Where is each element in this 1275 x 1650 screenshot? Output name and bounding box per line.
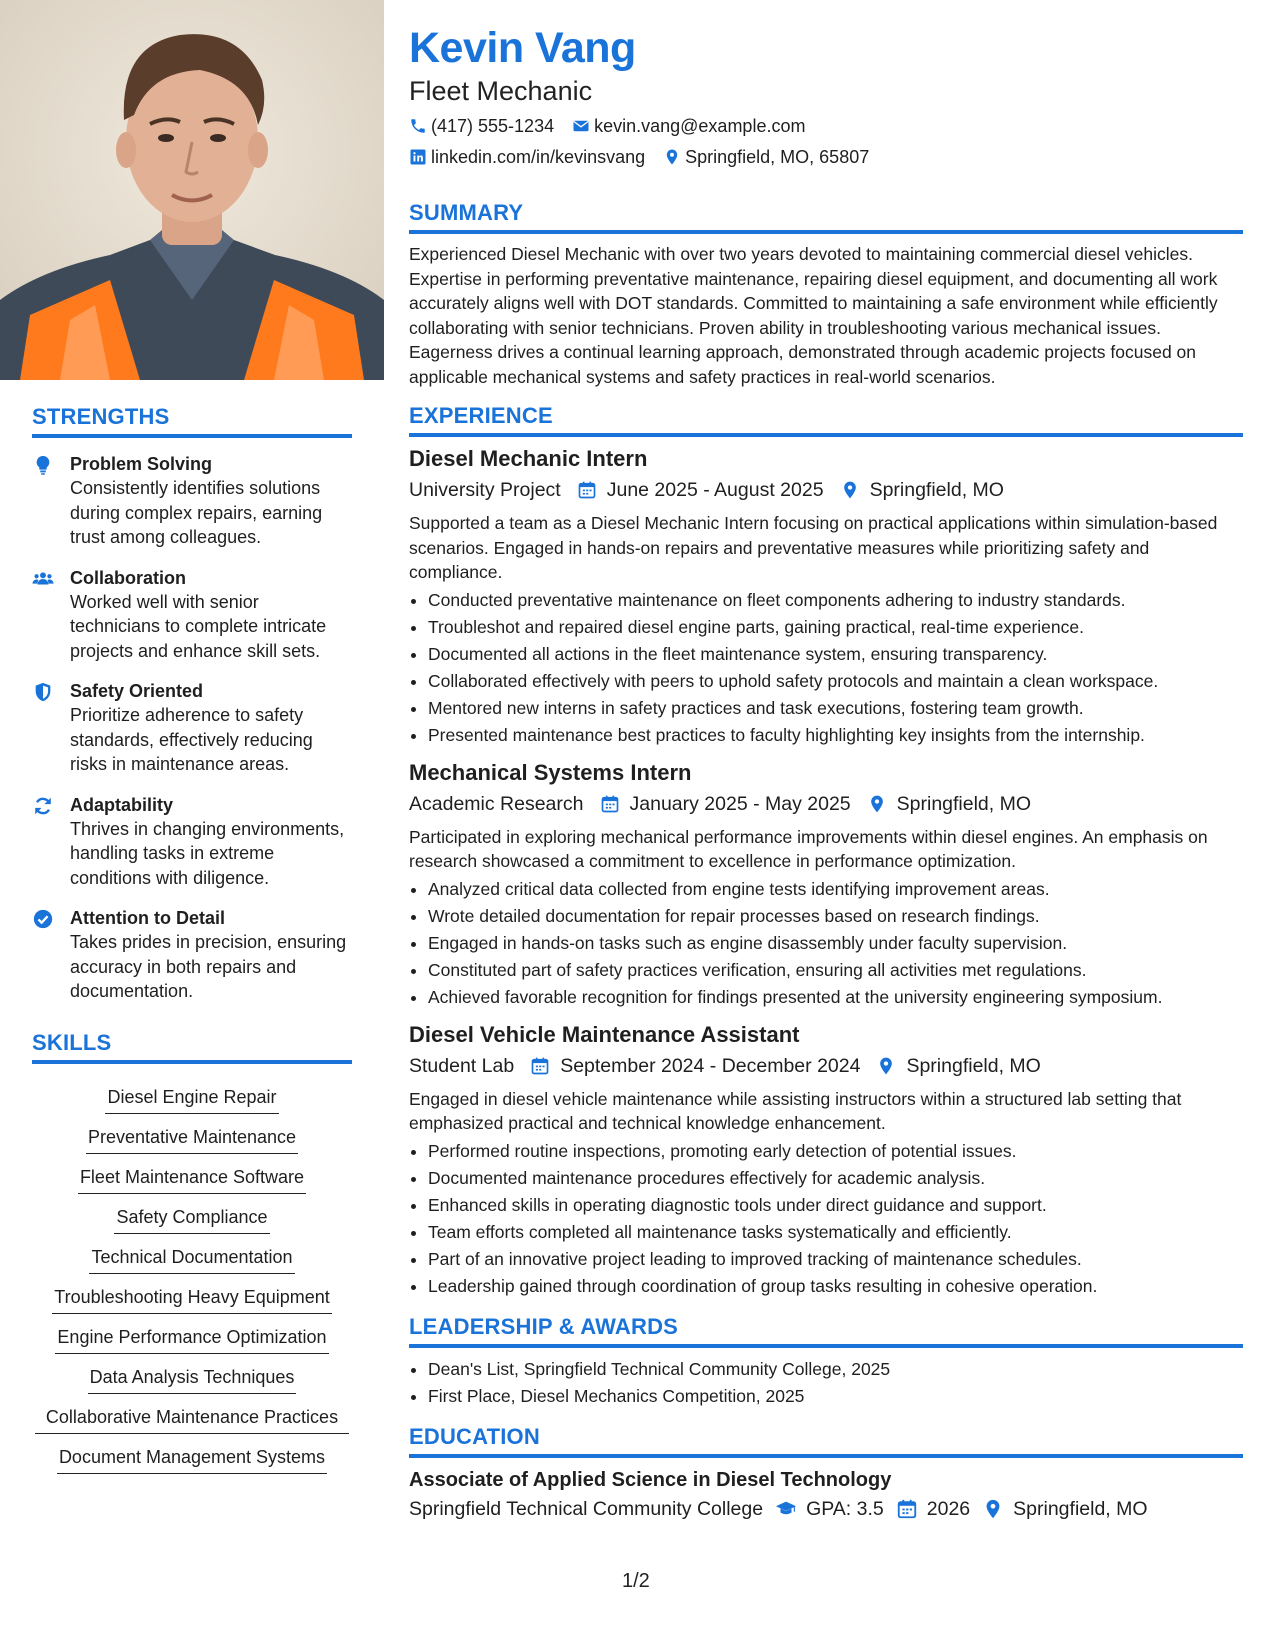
- bullet-item: • Conducted preventative maintenance on fleet components adhering to industry standards.: [428, 587, 1243, 614]
- experience-section: [409, 403, 1243, 1300]
- check-circle-icon: [32, 906, 70, 1004]
- calendar-icon: [577, 480, 597, 500]
- calendar-icon: [600, 794, 620, 814]
- job-entry: [409, 759, 1243, 1011]
- skill-label: Engine Performance Optimization: [55, 1325, 328, 1354]
- skill-item: [32, 1314, 352, 1354]
- bullet-item: • Engaged in hands-on tasks such as engine disassembly under faculty supervision.: [428, 930, 1243, 957]
- bullet-item: • Team efforts completed all maintenance tasks systematically and efficiently.: [428, 1219, 1243, 1246]
- job-location-text: Springfield, MO: [906, 1054, 1041, 1077]
- shield-icon: [32, 679, 70, 777]
- skill-label: Document Management Systems: [57, 1445, 327, 1474]
- strength-item: [32, 906, 352, 1004]
- job-meta: [409, 475, 1243, 505]
- experience-heading: EXPERIENCE: [409, 403, 1243, 437]
- edu-degree: Associate of Applied Science in Diesel Technology: [409, 1468, 892, 1491]
- bullet-item: • Wrote detailed documentation for repair processes based on research findings.: [428, 903, 1243, 930]
- job-dates-text: January 2025 - May 2025: [629, 792, 851, 815]
- edu-location-text: Springfield, MO: [1013, 1497, 1148, 1520]
- users-icon: [32, 566, 70, 664]
- summary-text: Experienced Diesel Mechanic with over two years devoted to maintaining commercial diesel vehicles. Expertise in performing preventative maintenance, repairing diesel equipment, and documenting all work accurately aligns well with DOT standards. Committed to maintaining a safe environment while efficiently collaborating with senior technicians. Proven ability in troubleshooting various mechanical issues. Eagerness drives a continual learning approach, demonstrated through academic projects focused on applicable mechanical systems and safety practices in real-world scenarios.: [409, 244, 1218, 387]
- job-entry: [409, 1021, 1243, 1300]
- bullet-item: • Mentored new interns in safety practices and task executions, fostering team growth.: [428, 695, 1243, 722]
- awards-heading: LEADERSHIP & AWARDS: [409, 1314, 1243, 1348]
- job-bullets: [409, 876, 1243, 1011]
- map-pin-icon: [982, 1498, 1004, 1520]
- job-location: [867, 789, 1031, 819]
- email-contact[interactable]: [572, 113, 805, 139]
- award-item: • First Place, Diesel Mechanics Competition, 2025: [428, 1383, 1243, 1410]
- award-item: • Dean's List, Springfield Technical Community College, 2025: [428, 1356, 1243, 1383]
- skill-item: [32, 1394, 352, 1434]
- strength-desc: Takes prides in precision, ensuring accuracy in both repairs and documentation.: [70, 932, 347, 1001]
- edu-location: [982, 1494, 1147, 1524]
- job-location-text: Springfield, MO: [896, 792, 1032, 815]
- job-dates: [577, 475, 824, 505]
- job-org: Student Lab: [409, 1054, 515, 1077]
- map-pin-icon: [867, 794, 887, 814]
- candidate-title: Fleet Mechanic: [409, 76, 593, 106]
- job-entry: [409, 445, 1243, 749]
- bullet-item: • Performed routine inspections, promoting early detection of potential issues.: [428, 1138, 1243, 1165]
- strength-item: [32, 452, 352, 550]
- job-dates: [600, 789, 851, 819]
- job-dates-text: June 2025 - August 2025: [606, 479, 824, 501]
- skill-label: Troubleshooting Heavy Equipment: [52, 1285, 332, 1314]
- envelope-icon: [572, 117, 590, 135]
- contact-row: [409, 113, 1243, 139]
- page-number: 1/2: [622, 1570, 650, 1592]
- skills-list: [32, 1074, 352, 1474]
- linkedin-icon: [409, 148, 427, 166]
- skill-label: Diesel Engine Repair: [105, 1085, 278, 1114]
- bullet-item: • Troubleshot and repaired diesel engine parts, gaining practical, real-time experience.: [428, 614, 1243, 641]
- job-bullets: [409, 1138, 1243, 1300]
- summary-section: [409, 200, 1243, 389]
- awards-list: [409, 1356, 1243, 1410]
- strength-title: Collaboration: [70, 567, 186, 588]
- strength-desc: Thrives in changing environments, handling tasks in extreme conditions with diligence.: [70, 818, 345, 888]
- email-text: kevin.vang@example.com: [594, 116, 806, 136]
- skill-label: Preventative Maintenance: [86, 1125, 298, 1154]
- education-section: [409, 1424, 1243, 1524]
- strength-desc: Consistently identifies solutions during complex repairs, earning trust among colleagues.: [70, 478, 323, 547]
- bullet-item: • Achieved favorable recognition for findings presented at the university engineering symposium.: [428, 984, 1243, 1011]
- strength-item: [32, 793, 352, 891]
- skill-item: [32, 1114, 352, 1154]
- map-pin-icon: [663, 148, 681, 166]
- strength-item: [32, 566, 352, 664]
- phone-icon: [409, 117, 427, 135]
- job-description: Engaged in diesel vehicle maintenance while assisting instructors within a structured lab setting that emphasized practical and technical knowledge enhancement.: [409, 1088, 1182, 1133]
- summary-heading: SUMMARY: [409, 200, 1243, 234]
- strength-desc: Worked well with senior technicians to complete intricate projects and enhance skill sets.: [70, 591, 327, 661]
- map-pin-icon: [840, 480, 860, 500]
- calendar-icon: [896, 1498, 918, 1520]
- sidebar: [0, 0, 384, 1650]
- skill-item: [32, 1194, 352, 1234]
- job-dates-text: September 2024 - December 2024: [560, 1054, 861, 1077]
- skill-label: Data Analysis Techniques: [88, 1365, 297, 1394]
- strength-desc: Prioritize adherence to safety standards, effectively reducing risks in maintenance areas.: [70, 705, 313, 774]
- bullet-item: • Constituted part of safety practices verification, ensuring all activities met regulations.: [428, 957, 1243, 984]
- bullet-item: • Analyzed critical data collected from engine tests identifying improvement areas.: [428, 876, 1243, 903]
- edu-year-text: 2026: [926, 1497, 971, 1520]
- phone-contact[interactable]: [409, 113, 554, 139]
- main-content: [409, 22, 1243, 1524]
- job-title: Diesel Mechanic Intern: [409, 446, 648, 471]
- skill-item: [32, 1434, 352, 1474]
- candidate-name: Kevin Vang: [409, 24, 636, 72]
- bullet-item: • Collaborated effectively with peers to uphold safety protocols and maintain a clean workspace.: [428, 668, 1243, 695]
- strength-title: Adaptability: [70, 794, 174, 815]
- strength-title: Attention to Detail: [70, 908, 225, 928]
- skill-item: [32, 1234, 352, 1274]
- sidebar-content: [32, 404, 352, 1474]
- strength-item: [32, 679, 352, 777]
- job-location-text: Springfield, MO: [869, 479, 1004, 501]
- job-meta: [409, 789, 1243, 819]
- phone-text: (417) 555-1234: [431, 116, 555, 136]
- job-org: Academic Research: [409, 792, 584, 815]
- linkedin-contact[interactable]: [409, 144, 645, 170]
- bullet-item: • Presented maintenance best practices to faculty highlighting key insights from the internship.: [428, 722, 1243, 749]
- edu-meta: [409, 1494, 1243, 1524]
- skill-item: [32, 1154, 352, 1194]
- job-description: Participated in exploring mechanical performance improvements within diesel engines. An emphasis on research showcased a commitment to excellence in performance optimization.: [409, 826, 1208, 871]
- linkedin-text: linkedin.com/in/kevinsvang: [431, 147, 646, 167]
- bullet-item: • Enhanced skills in operating diagnostic tools under direct guidance and support.: [428, 1192, 1243, 1219]
- skill-item: [32, 1274, 352, 1314]
- edu-year: [896, 1494, 970, 1524]
- job-meta: [409, 1051, 1243, 1081]
- job-title: Diesel Vehicle Maintenance Assistant: [409, 1021, 800, 1047]
- job-title: Mechanical Systems Intern: [409, 759, 692, 785]
- edu-gpa-text: GPA: 3.5: [806, 1497, 884, 1520]
- job-description: Supported a team as a Diesel Mechanic Intern focusing on practical applications within simulation-based scenarios. Engaged in hands-on repairs and preventative measures while prioritizing safety and compliance.: [409, 513, 1218, 582]
- skill-item: [32, 1074, 352, 1114]
- job-location: [840, 475, 1004, 505]
- job-bullets: [409, 587, 1243, 749]
- edu-gpa: [775, 1494, 884, 1524]
- bullet-item: • Documented maintenance procedures effectively for academic analysis.: [428, 1165, 1243, 1192]
- skill-label: Technical Documentation: [89, 1245, 294, 1274]
- awards-section: [409, 1314, 1243, 1410]
- map-pin-icon: [876, 1056, 896, 1076]
- strength-title: Safety Oriented: [70, 681, 204, 701]
- calendar-icon: [530, 1056, 550, 1076]
- location-contact: [663, 144, 869, 170]
- skills-heading: SKILLS: [32, 1030, 352, 1064]
- bullet-item: • Part of an innovative project leading to improved tracking of maintenance schedules.: [428, 1246, 1243, 1273]
- skill-label: Fleet Maintenance Software: [78, 1165, 306, 1194]
- location-text: Springfield, MO, 65807: [685, 147, 870, 167]
- graduation-cap-icon: [775, 1498, 797, 1520]
- sync-icon: [32, 793, 70, 891]
- bullet-item: • Leadership gained through coordination of group tasks resulting in cohesive operation.: [428, 1273, 1243, 1300]
- education-heading: EDUCATION: [409, 1424, 1243, 1458]
- profile-photo: [0, 0, 384, 380]
- contact-row: [409, 144, 1243, 170]
- skill-label: Safety Compliance: [114, 1205, 269, 1234]
- lightbulb-icon: [32, 452, 70, 550]
- skill-item: [32, 1354, 352, 1394]
- strength-title: Problem Solving: [70, 454, 213, 474]
- job-org: University Project: [409, 479, 561, 501]
- edu-school: Springfield Technical Community College: [409, 1497, 764, 1520]
- bullet-item: • Documented all actions in the fleet maintenance system, ensuring transparency.: [428, 641, 1243, 668]
- job-location: [876, 1051, 1040, 1081]
- skill-label: Collaborative Maintenance Practices: [35, 1405, 349, 1434]
- job-dates: [530, 1051, 860, 1081]
- strengths-heading: STRENGTHS: [32, 404, 352, 438]
